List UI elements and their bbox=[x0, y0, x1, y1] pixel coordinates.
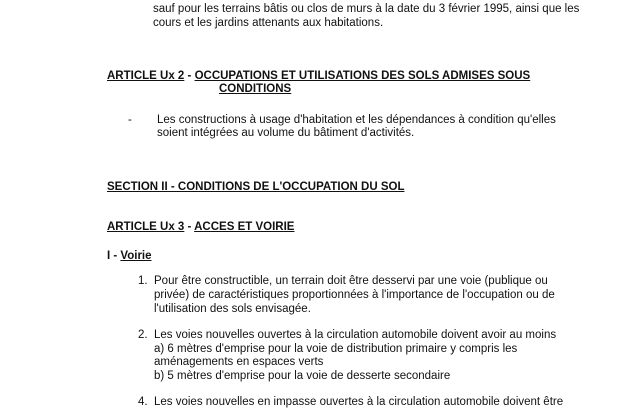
item2-line-3: aménagements en espaces verts bbox=[154, 356, 324, 368]
article-ux3-heading bbox=[107, 220, 294, 234]
item2-line-2: a) 6 mètres d'emprise pour la voie de distribution primaire y compris les bbox=[154, 343, 518, 355]
item2-line-4: b) 5 mètres d'emprise pour la voie de desserte secondaire bbox=[154, 370, 451, 382]
item1-line-2: privée) de caractéristiques proportionnées à l'importance de l'occupation ou de bbox=[154, 289, 555, 301]
item1-line-1: Pour être constructible, un terrain doit être desservi par une voie (publique ou bbox=[154, 275, 548, 287]
article-ux3-title: ACCES ET VOIRIE bbox=[194, 221, 295, 233]
item1-line-3: l'utilisation des sols envisagée. bbox=[154, 303, 311, 315]
item2-line-1: Les voies nouvelles ouvertes à la circulation automobile doivent avoir au moins bbox=[154, 329, 557, 341]
item2-number: 2. bbox=[138, 329, 148, 341]
article-ux3-sep: - bbox=[184, 221, 195, 233]
subsection1-title: Voirie bbox=[120, 250, 152, 262]
bullet-marker: - bbox=[128, 114, 132, 126]
article-ux2-title-line1: OCCUPATIONS ET UTILISATIONS DES SOLS ADMISES SOUS bbox=[194, 70, 531, 82]
bullet-line-2: soient intégrées au volume du bâtiment d'activités. bbox=[157, 127, 415, 139]
intro-line-1: sauf pour les terrains bâtis ou clos de murs à la date du 3 février 1995, ainsi que les bbox=[153, 3, 580, 15]
intro-line-2: cours et les jardins attenants aux habitations. bbox=[153, 17, 384, 29]
article-ux2-title-line2: CONDITIONS bbox=[219, 83, 292, 95]
item1-number: 1. bbox=[138, 275, 148, 287]
article-ux3-label: ARTICLE Ux 3 bbox=[107, 221, 185, 233]
article-ux2-heading bbox=[107, 69, 530, 83]
item4-number: 4. bbox=[138, 396, 148, 408]
section2-title: SECTION II - CONDITIONS DE L'OCCUPATION DU SOL bbox=[107, 181, 405, 193]
article-ux2-label: ARTICLE Ux 2 bbox=[107, 70, 185, 82]
subsection1-label: I - bbox=[107, 250, 121, 262]
article-ux2-sep: - bbox=[184, 70, 195, 82]
bullet-line-1: Les constructions à usage d'habitation et les dépendances à condition qu'elles bbox=[157, 114, 556, 126]
item4-line-1: Les voies nouvelles en impasse ouvertes à la circulation automobile doivent être bbox=[154, 396, 564, 408]
subsection1-heading bbox=[107, 249, 152, 263]
